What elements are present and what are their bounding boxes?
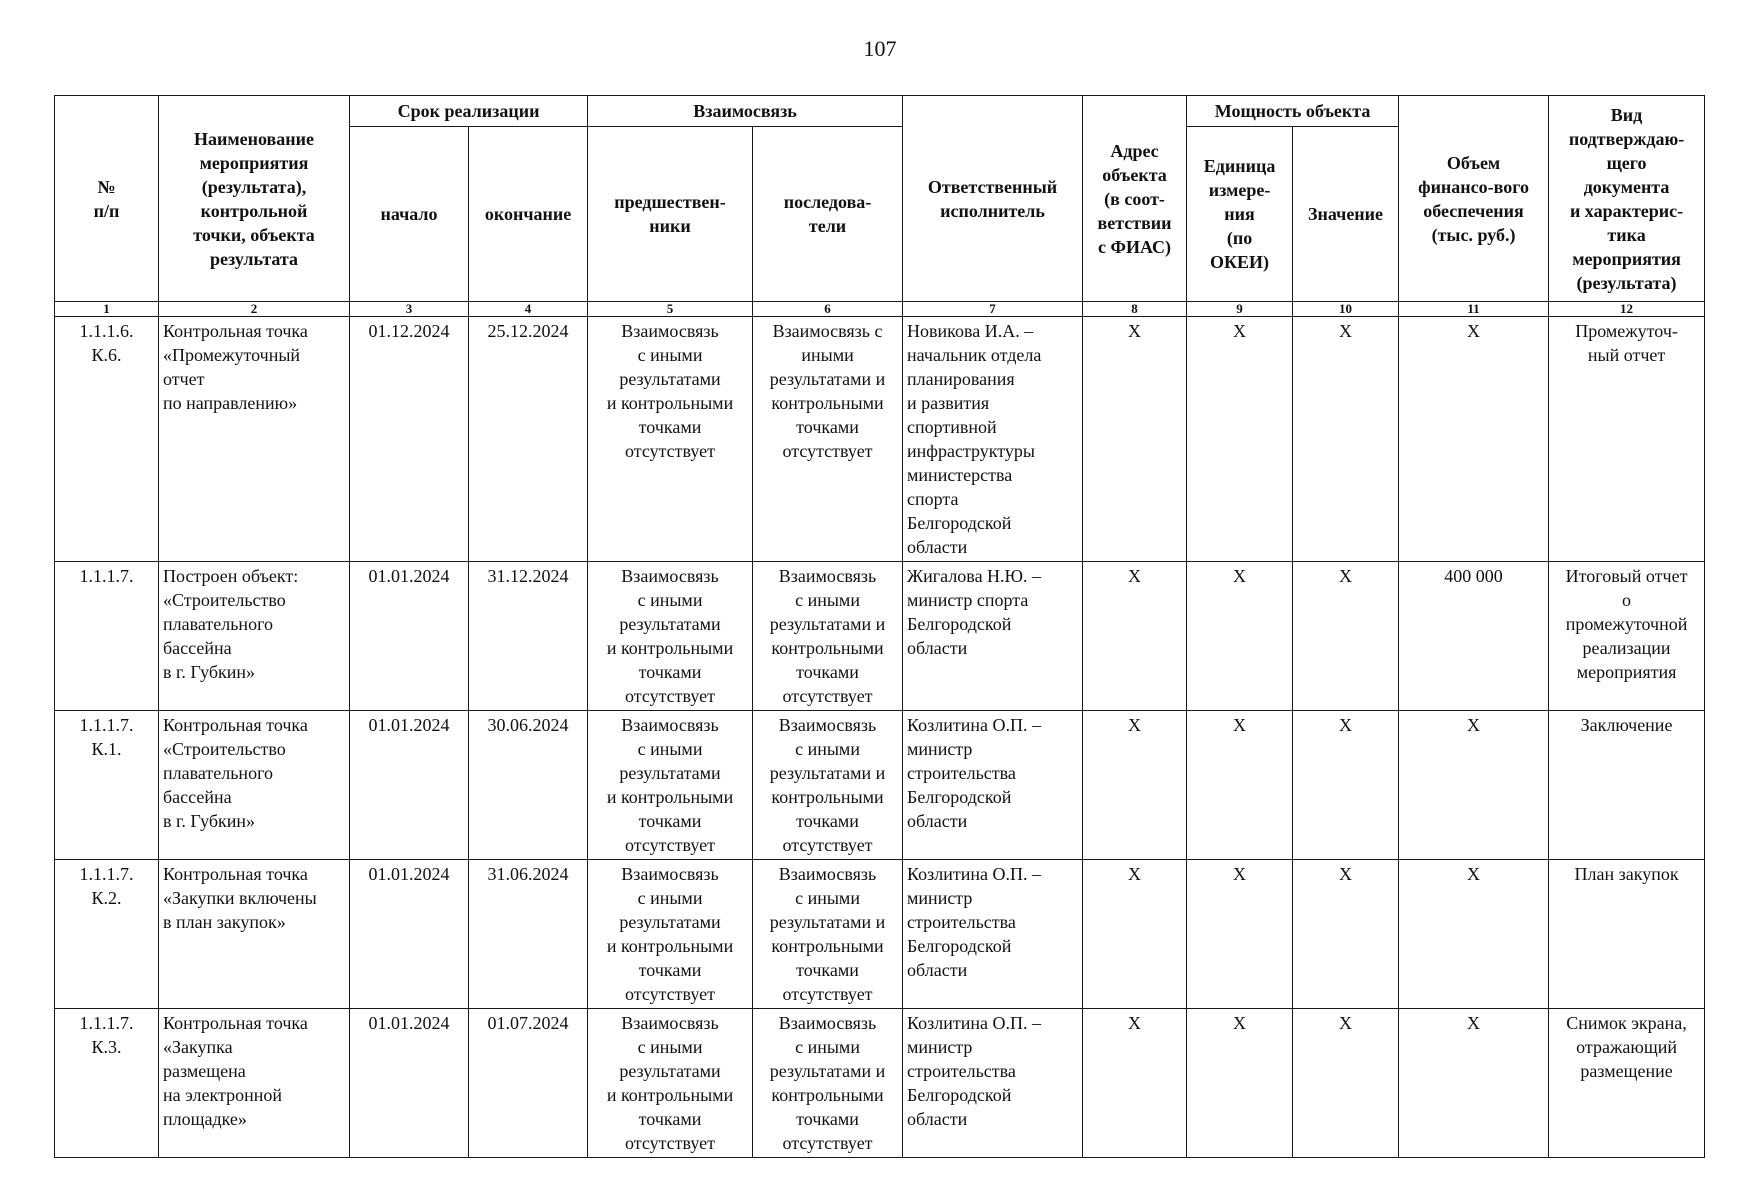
row-unit: Х (1187, 860, 1293, 1009)
row-num: 1.1.1.7. К.2. (55, 860, 159, 1009)
row-name: Контрольная точка «Закупка размещена на электронной площадке» (159, 1009, 350, 1158)
column-number: 9 (1187, 302, 1293, 317)
header-responsible: Ответственный исполнитель (903, 96, 1083, 302)
header-start: начало (350, 127, 469, 302)
page-number: 107 (863, 36, 897, 61)
row-start: 01.01.2024 (350, 562, 469, 711)
column-number: 12 (1549, 302, 1705, 317)
row-address: Х (1083, 317, 1187, 562)
row-doc-type: Снимок экрана, отражающий размещение (1549, 1009, 1705, 1158)
row-address: Х (1083, 711, 1187, 860)
row-num: 1.1.1.7. К.3. (55, 1009, 159, 1158)
row-value: Х (1293, 860, 1399, 1009)
header-value: Значение (1293, 127, 1399, 302)
column-number: 8 (1083, 302, 1187, 317)
row-responsible: Козлитина О.П. – министр строительства Белгородской области (903, 860, 1083, 1009)
row-finance: Х (1399, 711, 1549, 860)
column-numbers-row (55, 302, 1705, 317)
row-value: Х (1293, 1009, 1399, 1158)
row-num: 1.1.1.7. К.1. (55, 711, 159, 860)
row-name: Контрольная точка «Строительство плавательного бассейна в г. Губкин» (159, 711, 350, 860)
header-successors: последова- тели (753, 127, 903, 302)
column-number: 7 (903, 302, 1083, 317)
row-doc-type: План закупок (1549, 860, 1705, 1009)
row-start: 01.12.2024 (350, 317, 469, 562)
header-name: Наименование мероприятия (результата), контрольной точки, объекта результата (159, 96, 350, 302)
header-address: Адрес объекта (в соот- ветствии с ФИАС) (1083, 96, 1187, 302)
column-number: 4 (469, 302, 588, 317)
row-unit: Х (1187, 711, 1293, 860)
table-row (55, 1009, 1705, 1158)
row-end: 31.06.2024 (469, 860, 588, 1009)
row-name: Контрольная точка «Закупки включены в план закупок» (159, 860, 350, 1009)
row-value: Х (1293, 562, 1399, 711)
row-predecessors: Взаимосвязь с иными результатами и контрольными точками отсутствует (588, 711, 753, 860)
column-number: 1 (55, 302, 159, 317)
row-finance: Х (1399, 317, 1549, 562)
row-doc-type: Итоговый отчет о промежуточной реализации мероприятия (1549, 562, 1705, 711)
column-number: 6 (753, 302, 903, 317)
column-number: 11 (1399, 302, 1549, 317)
row-start: 01.01.2024 (350, 1009, 469, 1158)
row-successors: Взаимосвязь с иными результатами и контрольными точками отсутствует (753, 317, 903, 562)
row-responsible: Новикова И.А. – начальник отдела планирования и развития спортивной инфраструктуры министерства спорта Белгородской области (903, 317, 1083, 562)
row-num: 1.1.1.7. (55, 562, 159, 711)
row-predecessors: Взаимосвязь с иными результатами и контрольными точками отсутствует (588, 860, 753, 1009)
row-num: 1.1.1.6. К.6. (55, 317, 159, 562)
row-unit: Х (1187, 562, 1293, 711)
row-unit: Х (1187, 1009, 1293, 1158)
table-row (55, 562, 1705, 711)
row-end: 30.06.2024 (469, 711, 588, 860)
column-number: 2 (159, 302, 350, 317)
row-end: 25.12.2024 (469, 317, 588, 562)
row-address: Х (1083, 1009, 1187, 1158)
row-start: 01.01.2024 (350, 860, 469, 1009)
row-successors: Взаимосвязь с иными результатами и контрольными точками отсутствует (753, 860, 903, 1009)
row-unit: Х (1187, 317, 1293, 562)
column-number: 5 (588, 302, 753, 317)
row-responsible: Козлитина О.П. – министр строительства Белгородской области (903, 1009, 1083, 1158)
row-address: Х (1083, 562, 1187, 711)
row-predecessors: Взаимосвязь с иными результатами и контрольными точками отсутствует (588, 1009, 753, 1158)
table-row (55, 711, 1705, 860)
row-successors: Взаимосвязь с иными результатами и контрольными точками отсутствует (753, 562, 903, 711)
row-value: Х (1293, 711, 1399, 860)
row-responsible: Жигалова Н.Ю. – министр спорта Белгородской области (903, 562, 1083, 711)
row-end: 01.07.2024 (469, 1009, 588, 1158)
header-capacity-group: Мощность объекта (1187, 96, 1399, 127)
table-row (55, 860, 1705, 1009)
header-doc-type: Вид подтверждаю- щего документа и характерис- тика мероприятия (результата) (1549, 96, 1705, 302)
header-end: окончание (469, 127, 588, 302)
plan-table (54, 95, 1705, 1158)
row-finance: 400 000 (1399, 562, 1549, 711)
header-row-top (55, 96, 1705, 127)
header-finance: Объем финансо-вого обеспечения (тыс. руб.) (1399, 96, 1549, 302)
row-doc-type: Промежуточ- ный отчет (1549, 317, 1705, 562)
row-finance: Х (1399, 860, 1549, 1009)
row-predecessors: Взаимосвязь с иными результатами и контрольными точками отсутствует (588, 562, 753, 711)
row-end: 31.12.2024 (469, 562, 588, 711)
row-value: Х (1293, 317, 1399, 562)
row-successors: Взаимосвязь с иными результатами и контрольными точками отсутствует (753, 1009, 903, 1158)
header-num: № п/п (55, 96, 159, 302)
row-start: 01.01.2024 (350, 711, 469, 860)
header-predecessors: предшествен- ники (588, 127, 753, 302)
row-finance: Х (1399, 1009, 1549, 1158)
row-name: Построен объект: «Строительство плавательного бассейна в г. Губкин» (159, 562, 350, 711)
column-number: 3 (350, 302, 469, 317)
header-period-group: Срок реализации (350, 96, 588, 127)
row-predecessors: Взаимосвязь с иными результатами и контрольными точками отсутствует (588, 317, 753, 562)
column-number: 10 (1293, 302, 1399, 317)
row-name: Контрольная точка «Промежуточный отчет по направлению» (159, 317, 350, 562)
row-successors: Взаимосвязь с иными результатами и контрольными точками отсутствует (753, 711, 903, 860)
row-responsible: Козлитина О.П. – министр строительства Белгородской области (903, 711, 1083, 860)
header-unit: Единица измере- ния (по ОКЕИ) (1187, 127, 1293, 302)
header-relation-group: Взаимосвязь (588, 96, 903, 127)
row-address: Х (1083, 860, 1187, 1009)
table-row (55, 317, 1705, 562)
row-doc-type: Заключение (1549, 711, 1705, 860)
